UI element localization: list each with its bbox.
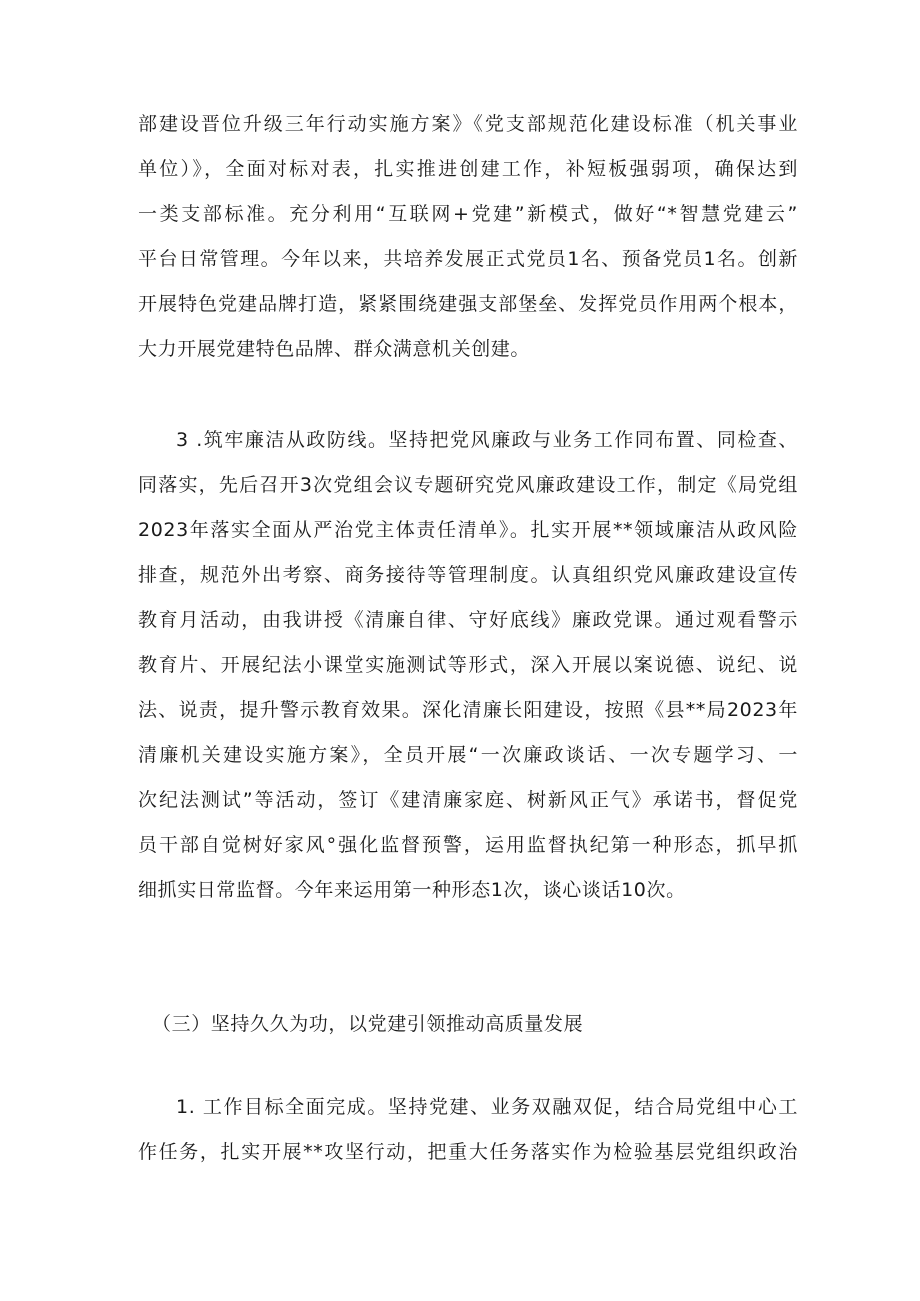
text-line: 3 .筑牢廉洁从政防线。坚持把党风廉政与业务工作同布置、同检查、 [176, 429, 798, 451]
paragraph-work-goals [138, 1085, 798, 1175]
text-line: 2023年落实全面从严治党主体责任清单》。扎实开展**领域廉洁从政风险 [138, 519, 798, 541]
text-line: 大力开展党建特色品牌、群众满意机关创建。 [138, 338, 531, 360]
text-line: 排查，规范外出考察、商务接待等管理制度。认真组织党风廉政建设宣传 [138, 564, 798, 586]
text-line: 员干部自觉树好家风°强化监督预警，运用监督执纪第一种形态，抓早抓 [138, 834, 798, 856]
text-line: 同落实，先后召开3次党组会议专题研究党风廉政建设工作，制定《局党组 [138, 474, 798, 496]
paragraph-party-branch-building [138, 102, 798, 372]
text-line: 教育片、开展纪法小课堂实施测试等形式，深入开展以案说德、说纪、说 [138, 654, 798, 676]
text-line: 单位）》，全面对标对表，扎实推进创建工作，补短板强弱项，确保达到 [138, 158, 798, 180]
text-line: 次纪法测试”等活动，签订《建清廉家庭、树新风正气》承诺书，督促党 [138, 789, 798, 811]
text-line: 平台日常管理。今年以来，共培养发展正式党员1名、预备党员1名。创新 [138, 248, 798, 270]
text-line: 开展特色党建品牌打造，紧紧围绕建强支部堡垒、发挥党员作用两个根本， [138, 293, 798, 315]
text-line: 教育月活动，由我讲授《清廉自律、守好底线》廉政党课。通过观看警示 [138, 609, 798, 631]
text-line: 一类支部标准。充分利用“互联网+党建”新模式，做好“*智慧党建云” [138, 203, 798, 225]
text-line: 清廉机关建设实施方案》，全员开展“一次廉政谈话、一次专题学习、一 [138, 744, 798, 766]
text-line: 作任务，扎实开展**攻坚行动，把重大任务落实作为检验基层党组织政治 [138, 1141, 798, 1163]
text-line: 法、说责，提升警示教育效果。深化清廉长阳建设，按照《县**局2023年 [138, 699, 798, 721]
text-line: 部建设晋位升级三年行动实施方案》《党支部规范化建设标准（机关事业 [138, 113, 798, 135]
paragraph-integrity-defense [138, 418, 798, 913]
section-heading: （三）坚持久久为功，以党建引领推动高质量发展 [152, 1013, 584, 1035]
text-line: 1. 工作目标全面完成。坚持党建、业务双融双促，结合局党组中心工 [176, 1096, 798, 1118]
text-line: 细抓实日常监督。今年来运用第一种形态1次，谈心谈话10次。 [138, 879, 686, 901]
